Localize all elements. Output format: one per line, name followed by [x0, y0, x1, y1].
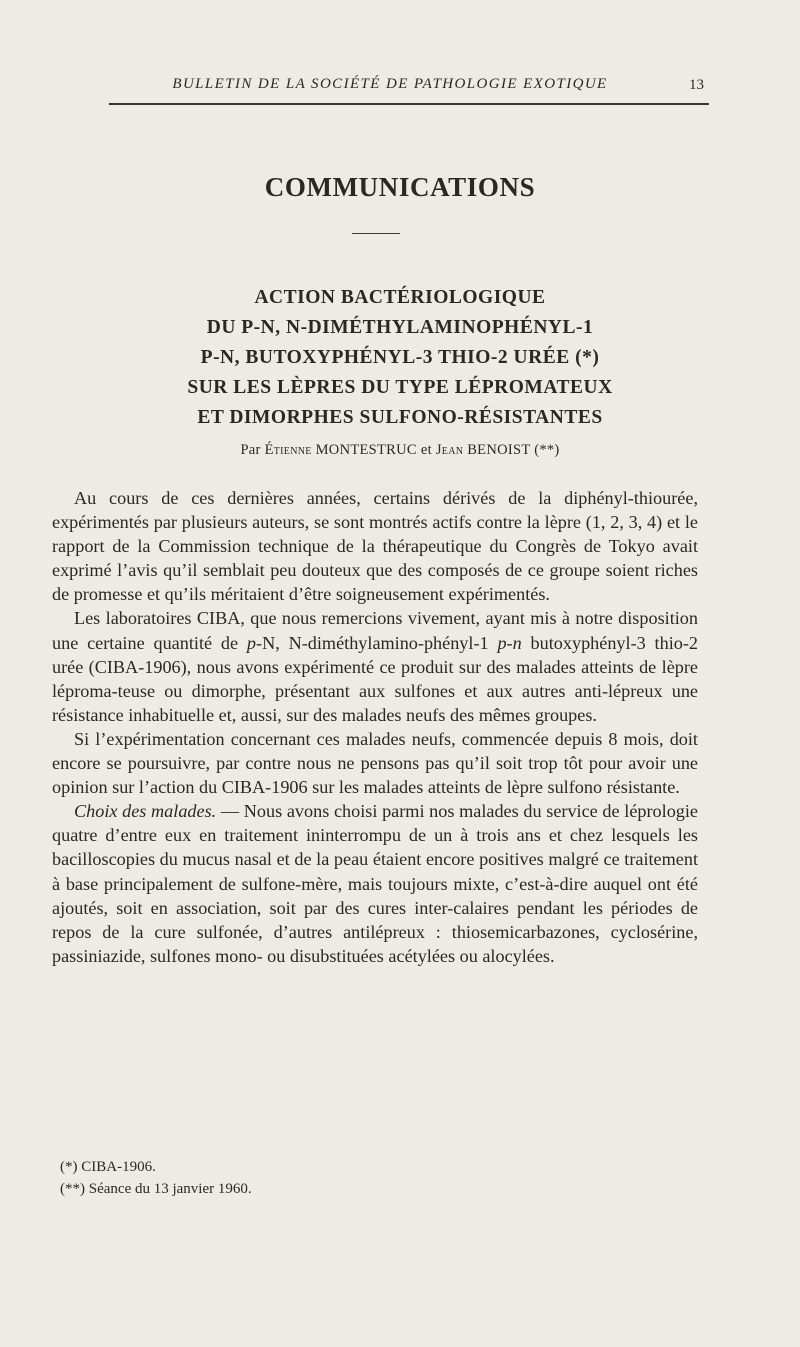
footnote-mark: (**)	[534, 442, 560, 458]
section-heading: COMMUNICATIONS	[264, 172, 536, 202]
running-header	[110, 74, 710, 98]
footnote-mark: (*)	[60, 1159, 78, 1175]
paragraph-text: butoxyphényl-3 thio-2 urée (CIBA-1906), nous avons expérimenté ce produit sur des malades atteints de lèpre léproma-teuse ou dimorphe, présentant aux sulfones et aux autres anti-lépreux une résistance inhabituelle et, aussi, sur des malades neufs des mêmes groupes.	[52, 632, 698, 725]
title-line: P-N, BUTOXYPHÉNYL-3 THIO-2 URÉE (*)	[200, 347, 600, 368]
header-rule	[109, 103, 709, 105]
footnote-mark: (**)	[60, 1181, 85, 1197]
author-last-name: BENOIST	[467, 442, 531, 458]
article-subtitle	[0, 373, 800, 433]
title-line: DU P-N, N-DIMÉTHYLAMINOPHÉNYL-1	[206, 317, 594, 338]
paragraph-text: — Nous avons choisi parmi nos malades du service de léprologie quatre d’entre eux en traitement ininterrompu de un à trois ans et chez lesquels les bacilloscopies du mucus nasal et de la peau étaient encore positives malgré ce traitement à base principalement de sulfone-mère, mais toujours mixte, c’est-à-dire auquel ont été ajoutés, soit en association, soit par des cures inter-calaires pendant les périodes de repos de la cure sulfonée, d’autres antilépreux : thiosemicarbazones, cyclosérine, passiniazide, sulfones mono- ou disubstituées acétylées ou alocylées.	[52, 801, 699, 966]
running-title: BULLETIN DE LA SOCIÉTÉ DE PATHOLOGIE EXOTIQUE	[172, 76, 608, 92]
footnote	[60, 1156, 660, 1178]
byline-prefix: Par	[240, 442, 261, 458]
footnote-text: Séance du 13 janvier 1960.	[88, 1181, 252, 1197]
article-body	[52, 486, 698, 968]
section-divider	[352, 233, 400, 234]
author-first-name: Étienne	[264, 442, 312, 458]
page-number: 13	[689, 77, 704, 93]
footnote-text: CIBA-1906.	[81, 1159, 156, 1175]
article-title	[0, 283, 800, 373]
italic-text: p-n	[497, 632, 522, 653]
title-line: ACTION BACTÉRIOLOGIQUE	[254, 287, 546, 308]
paragraph: Au cours de ces dernières années, certains dérivés de la diphényl-thiourée, expérimentés par plusieurs auteurs, se sont montrés actifs contre la lèpre (1, 2, 3, 4) et le rapport de la Commission technique de la thérapeutique du Congrès de Tokyo avait exprimé l’avis qu’il semblait peu douteux que des composés de ce groupe soient riches de promesse et qu’ils méritaient d’être soigneusement expérimentés.	[52, 488, 698, 605]
byline-conjunction: et	[420, 442, 432, 458]
paragraph-heading: Choix des malades.	[74, 801, 217, 822]
paragraph: Si l’expérimentation concernant ces malades neufs, commencée depuis 8 mois, doit encore se poursuivre, par contre nous ne pensons pas qu’il soit trop tôt pour avoir une opinion sur l’action du CIBA-1906 sur les malades atteints de lèpre sulfono résistante.	[52, 728, 698, 798]
subtitle-line: ET DIMORPHES SULFONO-RÉSISTANTES	[197, 407, 603, 428]
author-last-name: MONTESTRUC	[315, 442, 417, 458]
subtitle-line: SUR LES LÈPRES DU TYPE LÉPROMATEUX	[187, 377, 613, 398]
footnotes	[60, 1156, 660, 1200]
paragraph-text: Les laboratoires CIBA, que nous remercions vivement, ayant mis à notre disposition une certaine quantité de	[52, 608, 698, 653]
italic-text: p	[246, 632, 257, 653]
paragraph	[52, 606, 698, 726]
footnote	[60, 1178, 660, 1200]
author-first-name: Jean	[435, 442, 464, 458]
paragraph	[52, 799, 698, 968]
byline	[0, 442, 800, 459]
paragraph-text: -N, N-diméthylamino-phényl-1	[256, 632, 498, 653]
